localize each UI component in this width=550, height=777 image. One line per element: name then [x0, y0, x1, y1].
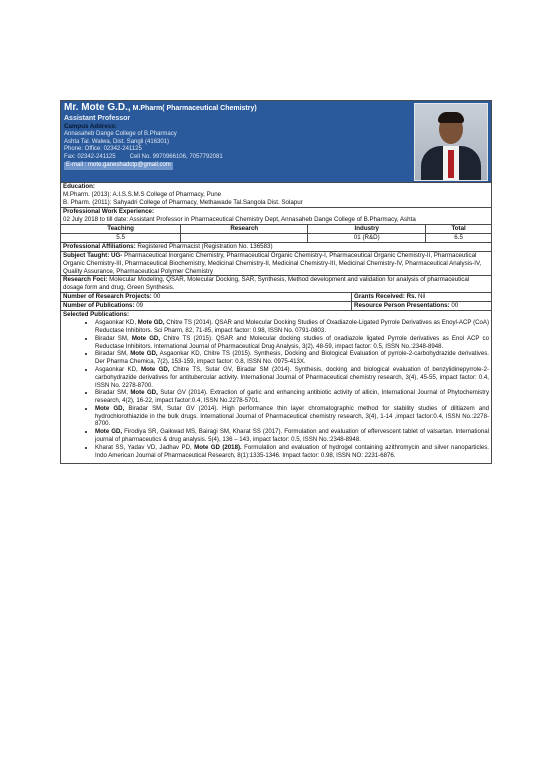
- publication-item: [95, 389, 489, 405]
- pub-authors: Asgaonkar KD,: [95, 319, 138, 327]
- grants-value: Nil: [416, 293, 426, 301]
- affiliations-section: [61, 243, 491, 252]
- experience-section: [61, 208, 491, 225]
- exp-value-total: 6.5: [454, 233, 463, 241]
- experience-table: [61, 225, 491, 243]
- campus-address-label: Campus Address:: [64, 123, 117, 131]
- publications-list: [63, 319, 489, 463]
- pub-author-highlight: Mote GD,: [131, 334, 161, 342]
- pub-details: Sutar GV (2014). Extraction of garlic and enhancing antibiotic activity of allicin, International Journal of Phytochemistry research, 4(2), 16-22, impact factor:0.4, ISSN No.2278-5701.: [95, 389, 490, 405]
- research-foci-section: [61, 276, 491, 293]
- publication-item: [95, 319, 489, 335]
- grants-label: Grants Received: Rs.: [354, 293, 417, 301]
- publication-item: [95, 405, 489, 428]
- profile-photo: [414, 103, 488, 181]
- counts-row-1: [61, 293, 491, 302]
- publications-section: [61, 311, 491, 463]
- education-section: [61, 183, 491, 208]
- pub-authors: Biradar SM,: [95, 389, 131, 397]
- pub-author-highlight: Mote GD,: [95, 404, 125, 412]
- affiliations-text: Registered Pharmacist (Registration No. 136583): [135, 242, 273, 250]
- pub-author-highlight: Mote GD (2018).: [194, 443, 242, 451]
- address-line: Ashta Tal. Walwa, Dist. Sangli (416301): [64, 138, 170, 145]
- exp-header-teaching: Teaching: [61, 225, 181, 234]
- subjects-section: [61, 252, 491, 277]
- address-line: Annasaheb Dange College of B.Pharmacy: [64, 131, 177, 138]
- projects-cell: [61, 293, 352, 301]
- projects-value: 00: [151, 293, 161, 301]
- pub-author-highlight: Mote GD,: [130, 389, 158, 397]
- pub-author-highlight: Mote GD,: [137, 319, 165, 327]
- grants-cell: [352, 293, 491, 301]
- exp-header-total: Total: [426, 225, 491, 234]
- cell-number: Cell No. 9970966106, 7057792081: [129, 153, 223, 160]
- publications-count-label: Number of Publications:: [63, 302, 135, 310]
- pub-author-highlight: Mote GD,: [95, 428, 123, 436]
- publications-count-value: 09: [134, 302, 144, 310]
- exp-header-industry: Industry: [308, 225, 426, 234]
- profile-header: [61, 101, 491, 183]
- publication-item: [95, 335, 489, 351]
- pub-details: Chitre TS (2015). QSAR and Molecular docking studies of oxadiazole ligated Pyrrole derivatives as Enol ACP co Reductase Inhibitors. International Journal of Pharmaceutical Drug Analysis, 3(2), 48-59, impact factor: 0.5, ISSN No.:2348-8948.: [95, 334, 489, 350]
- experience-text: 02 July 2018 to till date: Assistant Professor in Pharmaceutical Chemistry Dept, Annasaheb Dange College of B.Pharmacy, Ashta: [63, 215, 416, 223]
- pub-details: Biradar SM, Sutar GV (2014). High performance thin layer chromatographic method for stability studies of diltiazem and hydrochlorothiazide in the bulk drugs. International Journal of Pharmaceutical chemistry research, 3(4), 1-14 ,impact factor:0.4, ISSN No.:2278-8700.: [95, 404, 489, 428]
- publication-item: [95, 428, 489, 444]
- faculty-name: [64, 102, 411, 114]
- experience-label: Professional Work Experience:: [63, 207, 155, 215]
- pub-author-highlight: Mote GD,: [141, 365, 170, 373]
- projects-label: Number of Research Projects:: [63, 293, 152, 301]
- campus-address: [64, 131, 411, 161]
- subjects-label: Subject Taught: UG-: [63, 251, 123, 259]
- pub-authors: Biradar SM,: [95, 334, 132, 342]
- fax-number: Fax: 02342-241125: [64, 153, 116, 160]
- pub-details: Chitre TS (2014). QSAR and Molecular Docking Studies of Oxadiazole-Ligated Pyrrole Derivatives as Enoyl-ACP (CoA) Reductase Inhibitors. Sci Pharm, 82, 71-85, impact factor: 0.98, ISSN No. 0791-0803.: [95, 319, 489, 334]
- name-text: Mr. Mote G.D.,: [64, 102, 131, 113]
- publications-label: Selected Publications:: [63, 311, 130, 319]
- designation: Assistant Professor: [64, 115, 131, 122]
- exp-value-research: [181, 233, 308, 242]
- pub-details: Chitre TS, Sutar GV, Biradar SM (2014). Synthesis, docking and biological evaluation of benzylidinepyrrole-2-carbohydrazide derivatives for antitubercular activity. International Journal of Pharmaceutical chemistry research, 3(4), 45-55, impact factor: 0.4, ISSN No. 2278-8700.: [95, 365, 489, 389]
- counts-row-2: [61, 302, 491, 311]
- publications-count-cell: [61, 302, 352, 310]
- pub-authors: Biradar SM,: [95, 350, 131, 358]
- publication-item: [95, 350, 489, 366]
- header-info: [61, 101, 414, 182]
- fax-cell-line: [64, 154, 411, 162]
- publication-item: [95, 444, 489, 460]
- resource-cell: [352, 302, 491, 310]
- email-address[interactable]: E-mail : mote.ganeshadctp@gmail.com: [66, 162, 171, 169]
- pub-author-highlight: Mote GD,: [130, 350, 158, 358]
- education-line: M.Pharm. (2013): A.I.S.S.M.S College of Pharmacy, Pune: [63, 190, 222, 198]
- pub-authors: Kharat SS, Yadav VD, Jadhav PD,: [95, 443, 195, 451]
- faculty-profile: [60, 100, 492, 464]
- resource-label: Resource Person Presentations:: [354, 302, 450, 310]
- affiliations-label: Professional Affiliations:: [63, 242, 136, 250]
- pub-details: Asgaonkar KD, Chitre TS (2015). Synthesis, Docking and Biological Evaluation of pyrrole-2-carbohydrazide derivatives. Der Pharma Chemica, 7(2), 153-159, impact factor: 0.8, ISSN No. 0975-413X.: [95, 350, 489, 366]
- pub-authors: Asgaonkar KD,: [95, 365, 142, 373]
- resource-value: 00: [449, 302, 459, 310]
- education-line: B. Pharm. (2011): Sahyadri College of Pharmacy, Methawade Tal.Sangola Dist. Solapur: [63, 198, 303, 206]
- exp-value-industry: 01 (R&D): [308, 233, 426, 242]
- research-foci-text: Molecular Modeling, QSAR, Molecular Docking, SAR, Synthesis, Method development and validation for analysis of pharmaceutical dosage form and drug, Green Synthesis.: [63, 276, 470, 292]
- qualification-text: M.Pharm( Pharmaceutical Chemistry): [130, 105, 257, 112]
- research-foci-label: Research Foci:: [63, 276, 108, 284]
- exp-header-research: Research: [181, 225, 308, 234]
- education-label: Education:: [63, 183, 95, 190]
- exp-value-teaching: 5.5: [61, 233, 181, 242]
- pub-details: Formulation and evaluation of hydrogel containing azithromycin and silver nanoparticles. Indo American Journal of Pharmaceutical Research, 8(1):1335-1346. Impact factor: 0.98, ISSN NO: 2231-6876.: [95, 443, 490, 459]
- subjects-text: Pharmaceutical Inorganic Chemistry, Pharmaceutical Organic Chemistry-I, Pharmaceutical Organic Chemistry-II, Pharmaceutical Organic Chemistry-III, Pharmaceutical Biochemistry, Medicinal Chemistry-II, Medicinal Chemistry-III, Medicinal Chemistry-IV, Pharmaceutical Analysis-IV, Quality Assurance, Pharmaceutical Polymer Chemistry: [63, 251, 482, 275]
- pub-details: Firodiya SR, Gaikwad MS, Bairagi SM, Kharat SS (2017). Formulation and evaluation of effervescent tablet of valsartan. International journal of pharmaceutics & drug analysis. 5(4), 136 – 143, impact factor: 0.5, ISSN No.:2348-8948.: [95, 428, 490, 444]
- address-line: Phone: Office: 02342-241125: [64, 146, 142, 153]
- publication-item: [95, 366, 489, 389]
